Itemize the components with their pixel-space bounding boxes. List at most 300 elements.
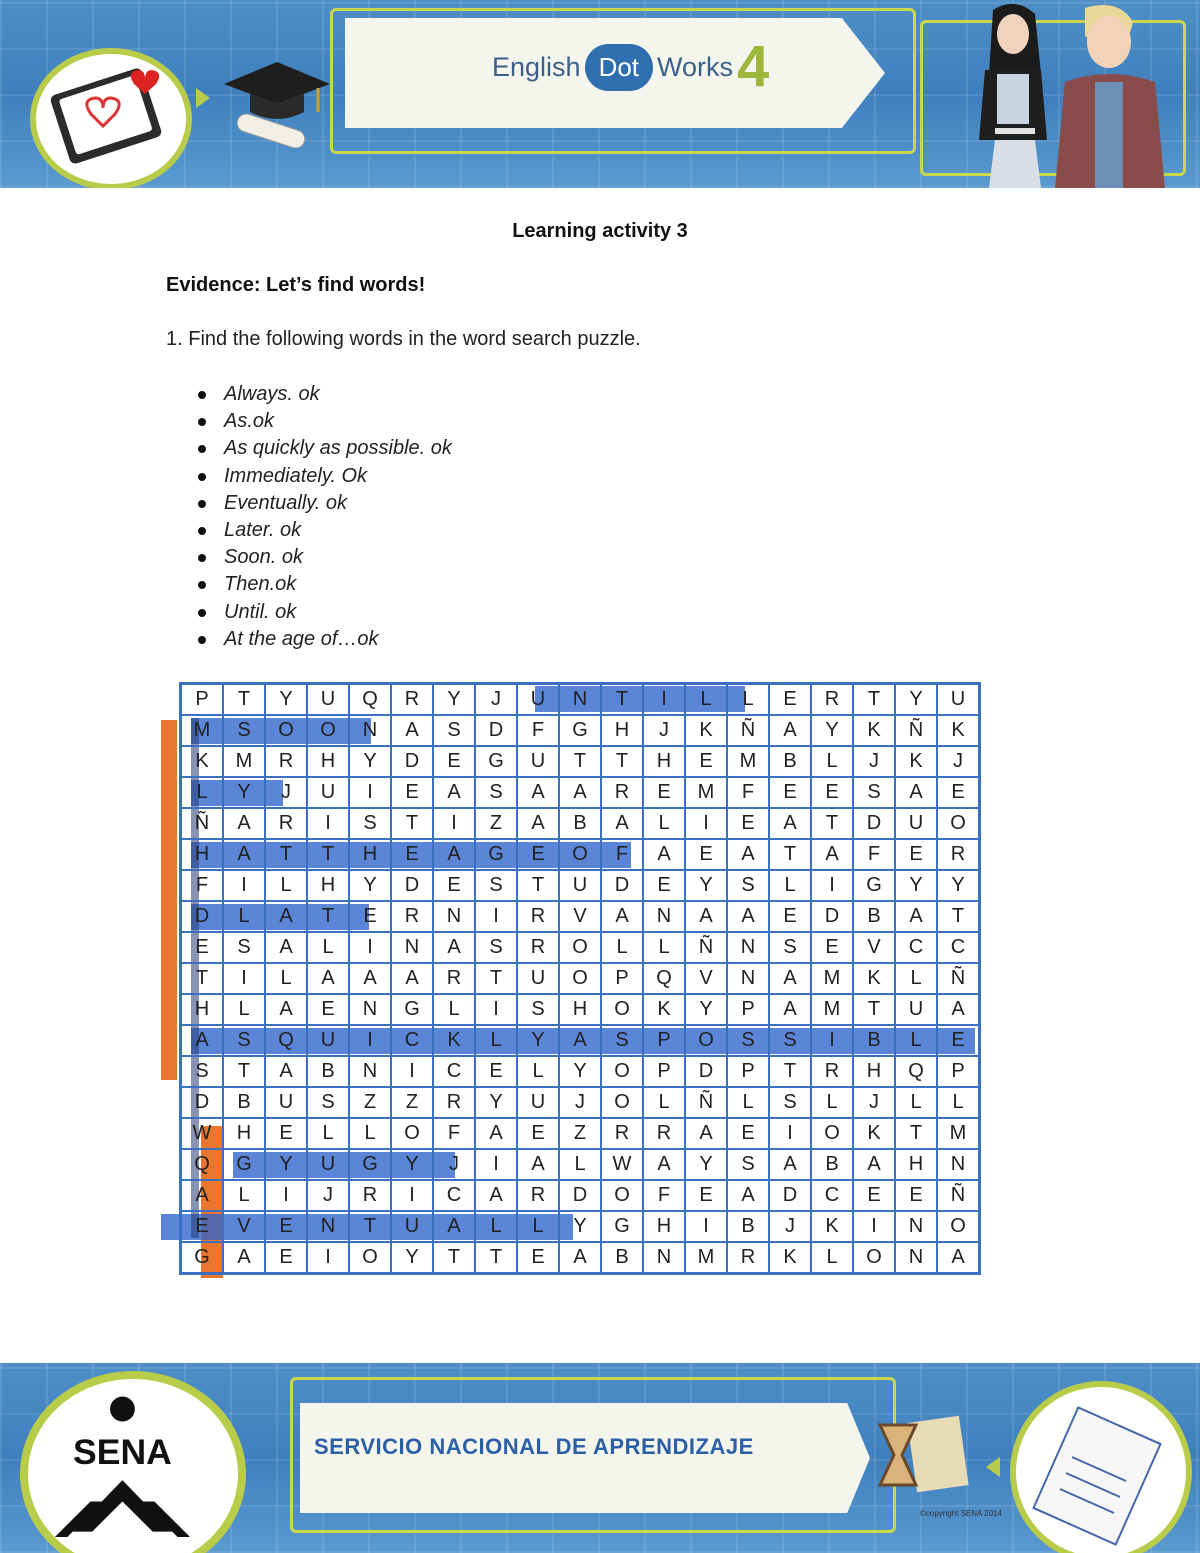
grid-cell: M bbox=[810, 993, 854, 1026]
grid-cell: A bbox=[768, 807, 812, 840]
grid-cell: E bbox=[642, 776, 686, 809]
grid-cell: F bbox=[600, 838, 644, 871]
grid-cell: Y bbox=[558, 1055, 602, 1088]
grid-cell: U bbox=[306, 1148, 350, 1181]
grid-cell: I bbox=[642, 683, 686, 716]
grid-cell: A bbox=[894, 776, 938, 809]
grid-cell: O bbox=[558, 931, 602, 964]
grid-cell: T bbox=[222, 1055, 266, 1088]
grid-cell: B bbox=[810, 1148, 854, 1181]
grid-cell: H bbox=[180, 993, 224, 1026]
grid-cell: R bbox=[516, 931, 560, 964]
arrow-icon bbox=[986, 1457, 1000, 1477]
grid-cell: S bbox=[600, 1024, 644, 1057]
grid-cell: K bbox=[684, 714, 728, 747]
grid-cell: R bbox=[516, 900, 560, 933]
grid-cell: B bbox=[852, 1024, 896, 1057]
grid-cell: J bbox=[768, 1210, 812, 1243]
grid-cell: K bbox=[852, 962, 896, 995]
grid-cell: F bbox=[852, 838, 896, 871]
word-list-item: Soon. ok bbox=[196, 544, 452, 571]
grid-cell: N bbox=[726, 962, 770, 995]
grid-cell: A bbox=[264, 1055, 308, 1088]
grid-cell: J bbox=[852, 1086, 896, 1119]
grid-cell: A bbox=[474, 1179, 518, 1212]
grid-cell: L bbox=[180, 776, 224, 809]
grid-cell: A bbox=[516, 1148, 560, 1181]
grid-cell: H bbox=[558, 993, 602, 1026]
grid-cell: E bbox=[264, 1117, 308, 1150]
grid-cell: Ñ bbox=[936, 1179, 980, 1212]
grid-cell: Y bbox=[516, 1024, 560, 1057]
grid-cell: F bbox=[180, 869, 224, 902]
grid-cell: R bbox=[810, 1055, 854, 1088]
word-list-item: Immediately. Ok bbox=[196, 463, 452, 490]
grid-cell: K bbox=[180, 745, 224, 778]
logo-number: 4 bbox=[737, 34, 770, 99]
grid-cell: Q bbox=[348, 683, 392, 716]
grid-cell: L bbox=[432, 993, 476, 1026]
grid-cell: S bbox=[222, 1024, 266, 1057]
grid-cell: V bbox=[558, 900, 602, 933]
grid-cell: Y bbox=[390, 1241, 434, 1274]
grid-cell: T bbox=[600, 683, 644, 716]
students-illustration bbox=[965, 0, 1175, 188]
grid-cell: L bbox=[684, 683, 728, 716]
grid-cell: A bbox=[936, 1241, 980, 1274]
grid-cell: L bbox=[642, 807, 686, 840]
grid-cell: C bbox=[432, 1055, 476, 1088]
grid-cell: P bbox=[726, 993, 770, 1026]
grid-cell: T bbox=[852, 683, 896, 716]
grid-cell: I bbox=[810, 1024, 854, 1057]
grid-cell: C bbox=[390, 1024, 434, 1057]
grid-cell: Z bbox=[348, 1086, 392, 1119]
grid-cell: A bbox=[684, 1117, 728, 1150]
grid-cell: C bbox=[810, 1179, 854, 1212]
grid-cell: N bbox=[558, 683, 602, 716]
grid-cell: L bbox=[516, 1210, 560, 1243]
graduation-cap-icon bbox=[222, 58, 332, 148]
grid-cell: M bbox=[180, 714, 224, 747]
grid-cell: S bbox=[474, 776, 518, 809]
grid-cell: O bbox=[558, 838, 602, 871]
grid-cell: Z bbox=[558, 1117, 602, 1150]
grid-cell: E bbox=[180, 1210, 224, 1243]
grid-cell: E bbox=[432, 869, 476, 902]
grid-cell: A bbox=[558, 776, 602, 809]
grid-cell: L bbox=[264, 869, 308, 902]
grid-cell: L bbox=[894, 962, 938, 995]
grid-cell: U bbox=[894, 993, 938, 1026]
grid-cell: T bbox=[390, 807, 434, 840]
grid-cell: G bbox=[474, 838, 518, 871]
grid-cell: N bbox=[432, 900, 476, 933]
grid-cell: A bbox=[516, 776, 560, 809]
grid-cell: K bbox=[768, 1241, 812, 1274]
grid-cell: S bbox=[768, 1024, 812, 1057]
grid-cell: N bbox=[348, 714, 392, 747]
grid-cell: A bbox=[432, 776, 476, 809]
grid-cell: A bbox=[222, 838, 266, 871]
grid-cell: A bbox=[726, 1179, 770, 1212]
grid-cell: T bbox=[810, 807, 854, 840]
grid-cell: Y bbox=[264, 683, 308, 716]
grid-cell: Q bbox=[264, 1024, 308, 1057]
grid-cell: L bbox=[726, 683, 770, 716]
orange-marker bbox=[161, 720, 177, 1080]
grid-cell: L bbox=[768, 869, 812, 902]
grid-cell: N bbox=[894, 1241, 938, 1274]
grid-cell: L bbox=[558, 1148, 602, 1181]
grid-cell: I bbox=[390, 1055, 434, 1088]
grid-cell: S bbox=[348, 807, 392, 840]
grid-cell: A bbox=[390, 714, 434, 747]
grid-cell: E bbox=[852, 1179, 896, 1212]
grid-cell: D bbox=[600, 869, 644, 902]
institution-name: SERVICIO NACIONAL DE APRENDIZAJE bbox=[314, 1434, 754, 1459]
grid-cell: J bbox=[306, 1179, 350, 1212]
grid-cell: A bbox=[810, 838, 854, 871]
grid-cell: D bbox=[684, 1055, 728, 1088]
grid-cell: R bbox=[726, 1241, 770, 1274]
grid-cell: L bbox=[306, 931, 350, 964]
grid-cell: E bbox=[306, 993, 350, 1026]
grid-cell: D bbox=[810, 900, 854, 933]
grid-cell: Y bbox=[264, 1148, 308, 1181]
grid-cell: T bbox=[852, 993, 896, 1026]
grid-cell: R bbox=[810, 683, 854, 716]
grid-cell: A bbox=[684, 900, 728, 933]
grid-cell: Ñ bbox=[894, 714, 938, 747]
grid-cell: L bbox=[222, 1179, 266, 1212]
grid-cell: A bbox=[432, 1210, 476, 1243]
grid-cell: F bbox=[432, 1117, 476, 1150]
grid-cell: R bbox=[348, 1179, 392, 1212]
grid-cell: Q bbox=[180, 1148, 224, 1181]
grid-cell: M bbox=[810, 962, 854, 995]
grid-cell: V bbox=[852, 931, 896, 964]
grid-cell: U bbox=[516, 962, 560, 995]
grid-cell: G bbox=[222, 1148, 266, 1181]
grid-cell: I bbox=[684, 807, 728, 840]
grid-cell: E bbox=[768, 683, 812, 716]
arrow-icon bbox=[196, 88, 210, 108]
grid-cell: O bbox=[810, 1117, 854, 1150]
grid-cell: Q bbox=[894, 1055, 938, 1088]
grid-cell: S bbox=[726, 1148, 770, 1181]
word-list-item: Later. ok bbox=[196, 517, 452, 544]
grid-cell: R bbox=[390, 900, 434, 933]
grid-cell: T bbox=[516, 869, 560, 902]
grid-cell: S bbox=[768, 1086, 812, 1119]
grid-cell: O bbox=[264, 714, 308, 747]
hourglass-scroll-icon bbox=[872, 1415, 972, 1505]
grid-cell: S bbox=[768, 931, 812, 964]
grid-cell: P bbox=[600, 962, 644, 995]
grid-cell: U bbox=[558, 869, 602, 902]
grid-cell: B bbox=[222, 1086, 266, 1119]
grid-cell: A bbox=[642, 1148, 686, 1181]
grid-cell: E bbox=[726, 1117, 770, 1150]
grid-cell: Y bbox=[936, 869, 980, 902]
word-search-puzzle bbox=[179, 682, 981, 1275]
grid-cell: O bbox=[348, 1241, 392, 1274]
grid-cell: A bbox=[390, 962, 434, 995]
grid-cell: L bbox=[810, 1086, 854, 1119]
grid-cell: G bbox=[474, 745, 518, 778]
grid-cell: U bbox=[516, 1086, 560, 1119]
grid-cell: E bbox=[894, 1179, 938, 1212]
grid-cell: A bbox=[348, 962, 392, 995]
grid-cell: L bbox=[642, 1086, 686, 1119]
certificate-icon bbox=[1016, 1387, 1186, 1553]
grid-cell: T bbox=[894, 1117, 938, 1150]
grid-cell: Y bbox=[222, 776, 266, 809]
grid-cell: L bbox=[600, 931, 644, 964]
grid-cell: K bbox=[852, 1117, 896, 1150]
grid-cell: I bbox=[768, 1117, 812, 1150]
grid-cell: Y bbox=[348, 745, 392, 778]
sena-logo bbox=[46, 1385, 206, 1545]
grid-cell: J bbox=[558, 1086, 602, 1119]
grid-cell: L bbox=[516, 1055, 560, 1088]
grid-cell: T bbox=[558, 745, 602, 778]
grid-cell: I bbox=[222, 962, 266, 995]
grid-cell: N bbox=[894, 1210, 938, 1243]
grid-cell: P bbox=[180, 683, 224, 716]
grid-cell: A bbox=[894, 900, 938, 933]
grid-cell: D bbox=[390, 869, 434, 902]
grid-cell: U bbox=[516, 683, 560, 716]
grid-cell: J bbox=[852, 745, 896, 778]
grid-cell: A bbox=[264, 900, 308, 933]
grid-cell: E bbox=[516, 838, 560, 871]
grid-cell: E bbox=[348, 900, 392, 933]
grid-cell: A bbox=[264, 993, 308, 1026]
grid-cell: R bbox=[390, 683, 434, 716]
letter-grid bbox=[179, 682, 981, 1275]
grid-cell: A bbox=[180, 1024, 224, 1057]
grid-cell: E bbox=[684, 1179, 728, 1212]
grid-cell: J bbox=[936, 745, 980, 778]
word-list-item: At the age of…ok bbox=[196, 626, 452, 653]
grid-cell: J bbox=[474, 683, 518, 716]
grid-cell: S bbox=[726, 869, 770, 902]
grid-cell: B bbox=[600, 1241, 644, 1274]
grid-cell: I bbox=[684, 1210, 728, 1243]
grid-cell: Ñ bbox=[180, 807, 224, 840]
grid-cell: O bbox=[852, 1241, 896, 1274]
grid-cell: L bbox=[474, 1210, 518, 1243]
grid-cell: Y bbox=[894, 683, 938, 716]
grid-cell: A bbox=[600, 900, 644, 933]
grid-cell: K bbox=[642, 993, 686, 1026]
grid-cell: E bbox=[264, 1241, 308, 1274]
sena-logo-badge bbox=[20, 1371, 246, 1553]
grid-cell: M bbox=[726, 745, 770, 778]
grid-cell: E bbox=[516, 1241, 560, 1274]
grid-cell: K bbox=[432, 1024, 476, 1057]
grid-cell: E bbox=[936, 776, 980, 809]
grid-cell: Y bbox=[684, 1148, 728, 1181]
grid-cell: O bbox=[558, 962, 602, 995]
grid-cell: A bbox=[222, 807, 266, 840]
grid-cell: U bbox=[894, 807, 938, 840]
grid-cell: B bbox=[558, 807, 602, 840]
grid-cell: R bbox=[936, 838, 980, 871]
grid-cell: T bbox=[180, 962, 224, 995]
grid-cell: A bbox=[768, 993, 812, 1026]
grid-cell: A bbox=[180, 1179, 224, 1212]
grid-cell: F bbox=[726, 776, 770, 809]
grid-cell: N bbox=[642, 900, 686, 933]
grid-cell: T bbox=[306, 900, 350, 933]
grid-cell: L bbox=[894, 1024, 938, 1057]
grid-cell: E bbox=[180, 931, 224, 964]
grid-cell: E bbox=[684, 838, 728, 871]
grid-cell: Y bbox=[684, 869, 728, 902]
grid-cell: U bbox=[306, 683, 350, 716]
grid-cell: S bbox=[432, 714, 476, 747]
diary-badge bbox=[30, 48, 192, 188]
grid-cell: Y bbox=[474, 1086, 518, 1119]
grid-cell: W bbox=[600, 1148, 644, 1181]
grid-cell: E bbox=[936, 1024, 980, 1057]
grid-cell: L bbox=[348, 1117, 392, 1150]
grid-cell: U bbox=[264, 1086, 308, 1119]
grid-cell: C bbox=[432, 1179, 476, 1212]
grid-cell: O bbox=[936, 807, 980, 840]
grid-cell: O bbox=[306, 714, 350, 747]
grid-cell: Ñ bbox=[684, 1086, 728, 1119]
grid-cell: D bbox=[180, 900, 224, 933]
grid-cell: G bbox=[600, 1210, 644, 1243]
grid-cell: I bbox=[222, 869, 266, 902]
grid-cell: I bbox=[306, 1241, 350, 1274]
grid-cell: I bbox=[348, 776, 392, 809]
grid-cell: S bbox=[222, 931, 266, 964]
grid-cell: I bbox=[474, 993, 518, 1026]
grid-cell: N bbox=[348, 1055, 392, 1088]
grid-cell: Ñ bbox=[726, 714, 770, 747]
grid-cell: H bbox=[306, 869, 350, 902]
grid-cell: B bbox=[306, 1055, 350, 1088]
copyright-text: ©copyright SENA 2014 bbox=[920, 1509, 1002, 1518]
grid-cell: Z bbox=[474, 807, 518, 840]
word-list-item: Eventually. ok bbox=[196, 490, 452, 517]
grid-cell: B bbox=[726, 1210, 770, 1243]
grid-cell: E bbox=[432, 745, 476, 778]
grid-cell: S bbox=[180, 1055, 224, 1088]
grid-cell: N bbox=[726, 931, 770, 964]
grid-cell: H bbox=[642, 1210, 686, 1243]
grid-cell: A bbox=[726, 838, 770, 871]
grid-cell: E bbox=[684, 745, 728, 778]
grid-cell: P bbox=[642, 1024, 686, 1057]
grid-cell: G bbox=[852, 869, 896, 902]
grid-cell: N bbox=[642, 1241, 686, 1274]
grid-cell: L bbox=[306, 1117, 350, 1150]
grid-cell: L bbox=[222, 900, 266, 933]
grid-cell: B bbox=[852, 900, 896, 933]
grid-cell: J bbox=[642, 714, 686, 747]
grid-cell: Y bbox=[684, 993, 728, 1026]
grid-cell: O bbox=[390, 1117, 434, 1150]
grid-cell: A bbox=[558, 1024, 602, 1057]
grid-cell: R bbox=[516, 1179, 560, 1212]
grid-cell: D bbox=[852, 807, 896, 840]
grid-cell: D bbox=[180, 1086, 224, 1119]
grid-cell: R bbox=[264, 807, 308, 840]
grid-cell: M bbox=[222, 745, 266, 778]
grid-cell: T bbox=[936, 900, 980, 933]
grid-cell: I bbox=[264, 1179, 308, 1212]
grid-cell: E bbox=[390, 838, 434, 871]
logo-word-dot: Dot bbox=[585, 44, 653, 91]
grid-cell: E bbox=[642, 869, 686, 902]
grid-cell: F bbox=[516, 714, 560, 747]
grid-cell: U bbox=[306, 1024, 350, 1057]
grid-cell: K bbox=[810, 1210, 854, 1243]
grid-cell: A bbox=[768, 962, 812, 995]
grid-cell: R bbox=[642, 1117, 686, 1150]
grid-cell: R bbox=[432, 962, 476, 995]
grid-cell: A bbox=[516, 807, 560, 840]
grid-cell: I bbox=[306, 807, 350, 840]
grid-cell: A bbox=[432, 838, 476, 871]
grid-cell: T bbox=[432, 1241, 476, 1274]
grid-cell: A bbox=[306, 962, 350, 995]
grid-cell: A bbox=[222, 1241, 266, 1274]
grid-cell: G bbox=[558, 714, 602, 747]
grid-cell: P bbox=[726, 1055, 770, 1088]
grid-cell: M bbox=[684, 776, 728, 809]
grid-cell: T bbox=[474, 962, 518, 995]
grid-cell: N bbox=[306, 1210, 350, 1243]
grid-cell: T bbox=[768, 838, 812, 871]
word-list-item: As quickly as possible. ok bbox=[196, 435, 452, 462]
grid-cell: L bbox=[936, 1086, 980, 1119]
footer-banner bbox=[0, 1363, 1200, 1553]
grid-cell: A bbox=[768, 1148, 812, 1181]
grid-cell: E bbox=[726, 807, 770, 840]
grid-cell: I bbox=[432, 807, 476, 840]
grid-cell: Y bbox=[810, 714, 854, 747]
grid-cell: H bbox=[348, 838, 392, 871]
grid-cell: S bbox=[474, 931, 518, 964]
word-list-item: Always. ok bbox=[196, 381, 452, 408]
header-banner bbox=[0, 0, 1200, 188]
grid-cell: T bbox=[306, 838, 350, 871]
grid-cell: T bbox=[600, 745, 644, 778]
grid-cell: P bbox=[936, 1055, 980, 1088]
grid-cell: A bbox=[726, 900, 770, 933]
grid-cell: Z bbox=[390, 1086, 434, 1119]
grid-cell: L bbox=[264, 962, 308, 995]
grid-cell: Y bbox=[558, 1210, 602, 1243]
grid-cell: E bbox=[768, 900, 812, 933]
grid-cell: S bbox=[222, 714, 266, 747]
grid-cell: A bbox=[264, 931, 308, 964]
grid-cell: L bbox=[810, 745, 854, 778]
grid-cell: I bbox=[348, 1024, 392, 1057]
grid-cell: Y bbox=[390, 1148, 434, 1181]
word-list bbox=[196, 381, 452, 653]
grid-cell: M bbox=[684, 1241, 728, 1274]
grid-cell: V bbox=[684, 962, 728, 995]
grid-cell: A bbox=[852, 1148, 896, 1181]
